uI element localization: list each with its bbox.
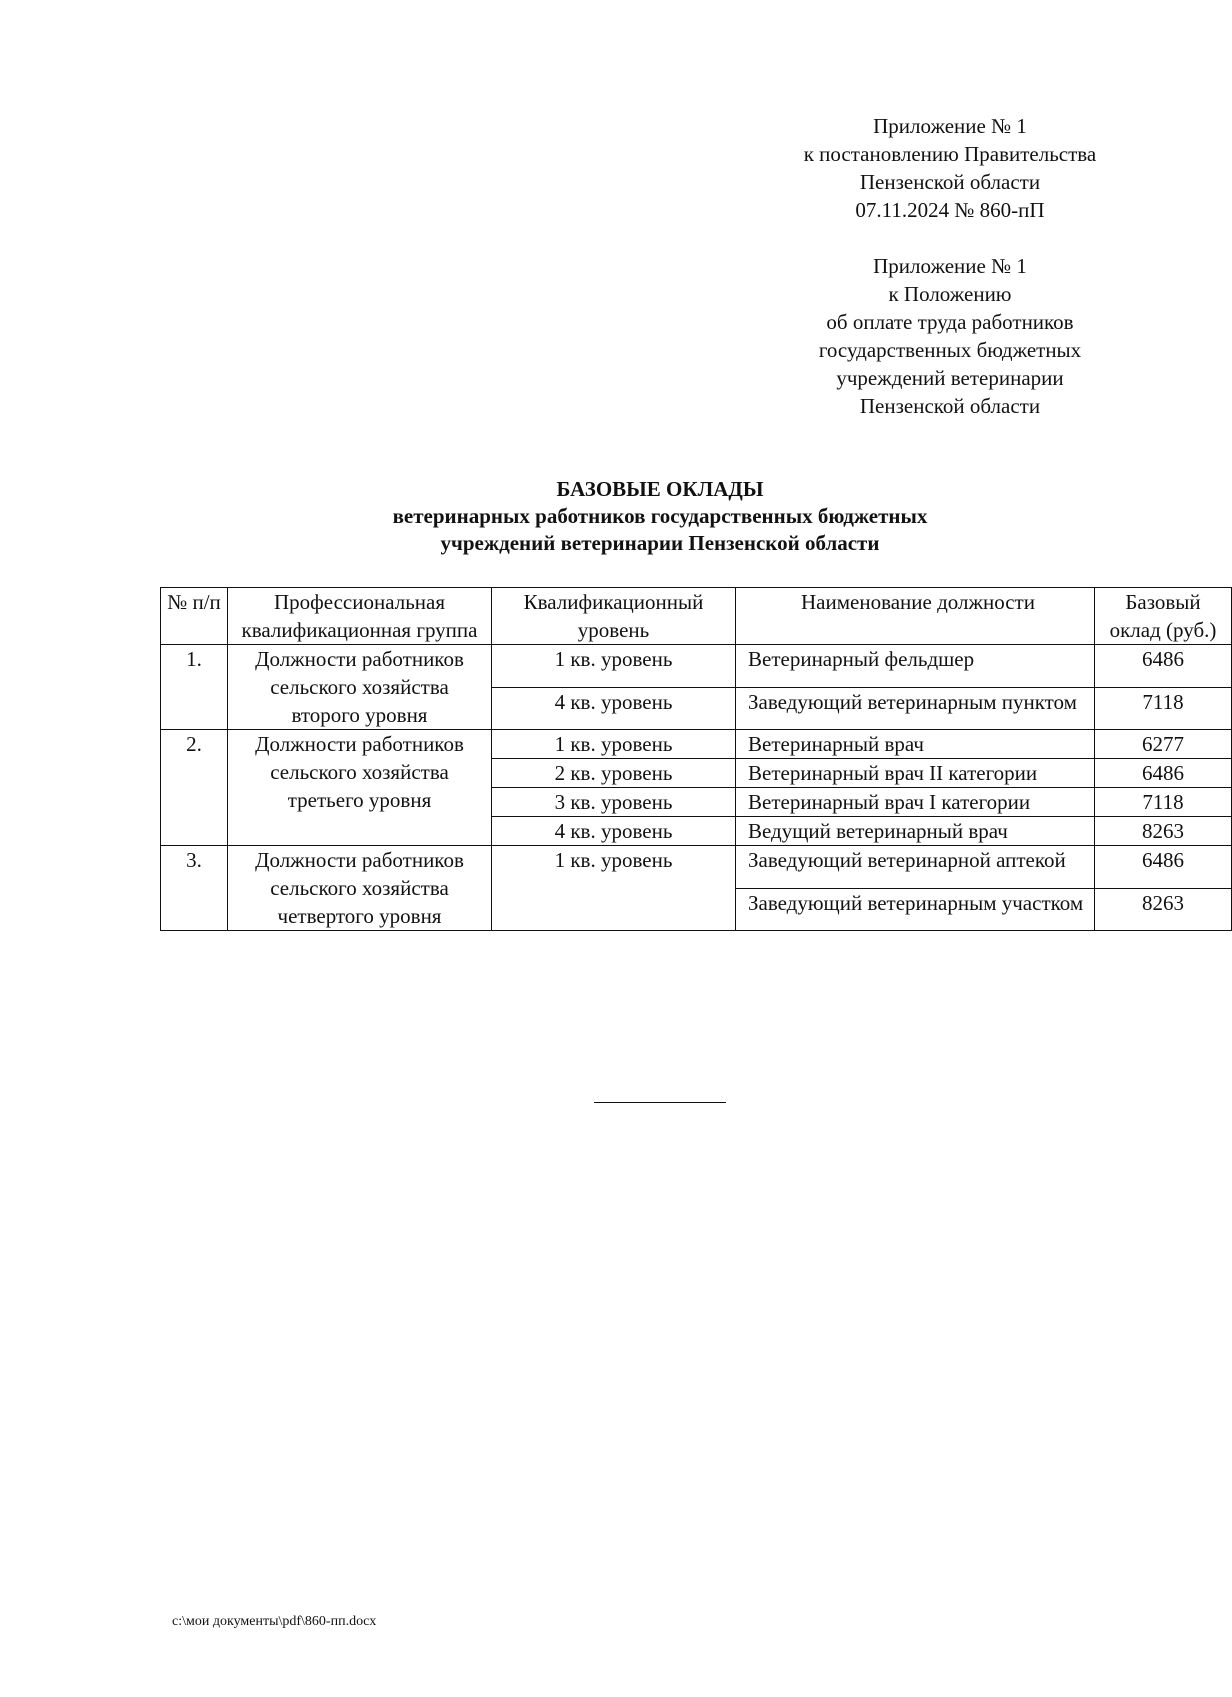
position-cell: Заведующий ветеринарным участком (736, 888, 1095, 931)
row-number: 1. (161, 645, 228, 730)
group-name: Должности работников сельского хозяйства второго уровня (228, 645, 492, 730)
level-cell: 2 кв. уровень (492, 759, 736, 788)
position-cell: Заведующий ветеринарным пунктом (736, 687, 1095, 730)
approval-line: 07.11.2024 № 860-пП (855, 198, 1045, 222)
salary-cell: 6486 (1095, 645, 1232, 688)
appendix-line: Пензенской области (859, 394, 1041, 418)
subtitle-line: учреждений ветеринарии Пензенской области (440, 531, 880, 555)
table-header-row (161, 588, 1232, 645)
header-group: Профессиональная квалификационная группа (228, 588, 492, 645)
table-row (161, 846, 1232, 889)
salary-table (160, 587, 1232, 931)
appendix-line: об оплате труда работников (826, 310, 1074, 334)
position-cell: Ведущий ветеринарный врач (736, 817, 1095, 846)
approval-gap (760, 224, 1140, 252)
position-cell: Ветеринарный фельдшер (736, 645, 1095, 688)
end-separator-line (594, 1102, 726, 1103)
level-cell: 1 кв. уровень (492, 645, 736, 688)
subtitle-line: ветеринарных работников государственных бюджетных (392, 504, 928, 528)
header-no: № п/п (161, 588, 228, 645)
header-salary: Базовый оклад (руб.) (1095, 588, 1232, 645)
group-name: Должности работников сельского хозяйства четвертого уровня (228, 846, 492, 931)
appendix-line: учреждений ветеринарии (836, 366, 1064, 390)
position-cell: Ветеринарный врач II категории (736, 759, 1095, 788)
level-cell: 3 кв. уровень (492, 788, 736, 817)
approval-line: Пензенской области (859, 170, 1041, 194)
level-cell: 4 кв. уровень (492, 687, 736, 730)
salary-cell: 6486 (1095, 846, 1232, 889)
level-cell: 4 кв. уровень (492, 817, 736, 846)
salary-cell: 6277 (1095, 730, 1232, 759)
salary-cell: 8263 (1095, 817, 1232, 846)
appendix-line: к Положению (888, 282, 1012, 306)
position-cell: Ветеринарный врач I категории (736, 788, 1095, 817)
approval-block (760, 112, 1140, 420)
salary-cell: 7118 (1095, 687, 1232, 730)
table-row (161, 645, 1232, 688)
table-row (161, 730, 1232, 759)
approval-line: Приложение № 1 (873, 114, 1027, 138)
header-level: Квалификационный уровень (492, 588, 736, 645)
salary-cell: 8263 (1095, 888, 1232, 931)
title-line: БАЗОВЫЕ ОКЛАДЫ (556, 477, 764, 501)
header-position: Наименование должности (736, 588, 1095, 645)
level-cell: 1 кв. уровень (492, 730, 736, 759)
row-number: 2. (161, 730, 228, 846)
position-cell: Ветеринарный врач (736, 730, 1095, 759)
appendix-line: Приложение № 1 (873, 254, 1027, 278)
file-path-footer: c:\мои документы\pdf\860-пп.docx (172, 1614, 377, 1629)
salary-cell: 7118 (1095, 788, 1232, 817)
document-title (160, 476, 1160, 557)
level-cell: 1 кв. уровень (492, 846, 736, 931)
approval-line: к постановлению Правительства (803, 142, 1097, 166)
row-number: 3. (161, 846, 228, 931)
position-cell: Заведующий ветеринарной аптекой (736, 846, 1095, 889)
group-name: Должности работников сельского хозяйства третьего уровня (228, 730, 492, 846)
salary-cell: 6486 (1095, 759, 1232, 788)
appendix-line: государственных бюджетных (818, 338, 1082, 362)
